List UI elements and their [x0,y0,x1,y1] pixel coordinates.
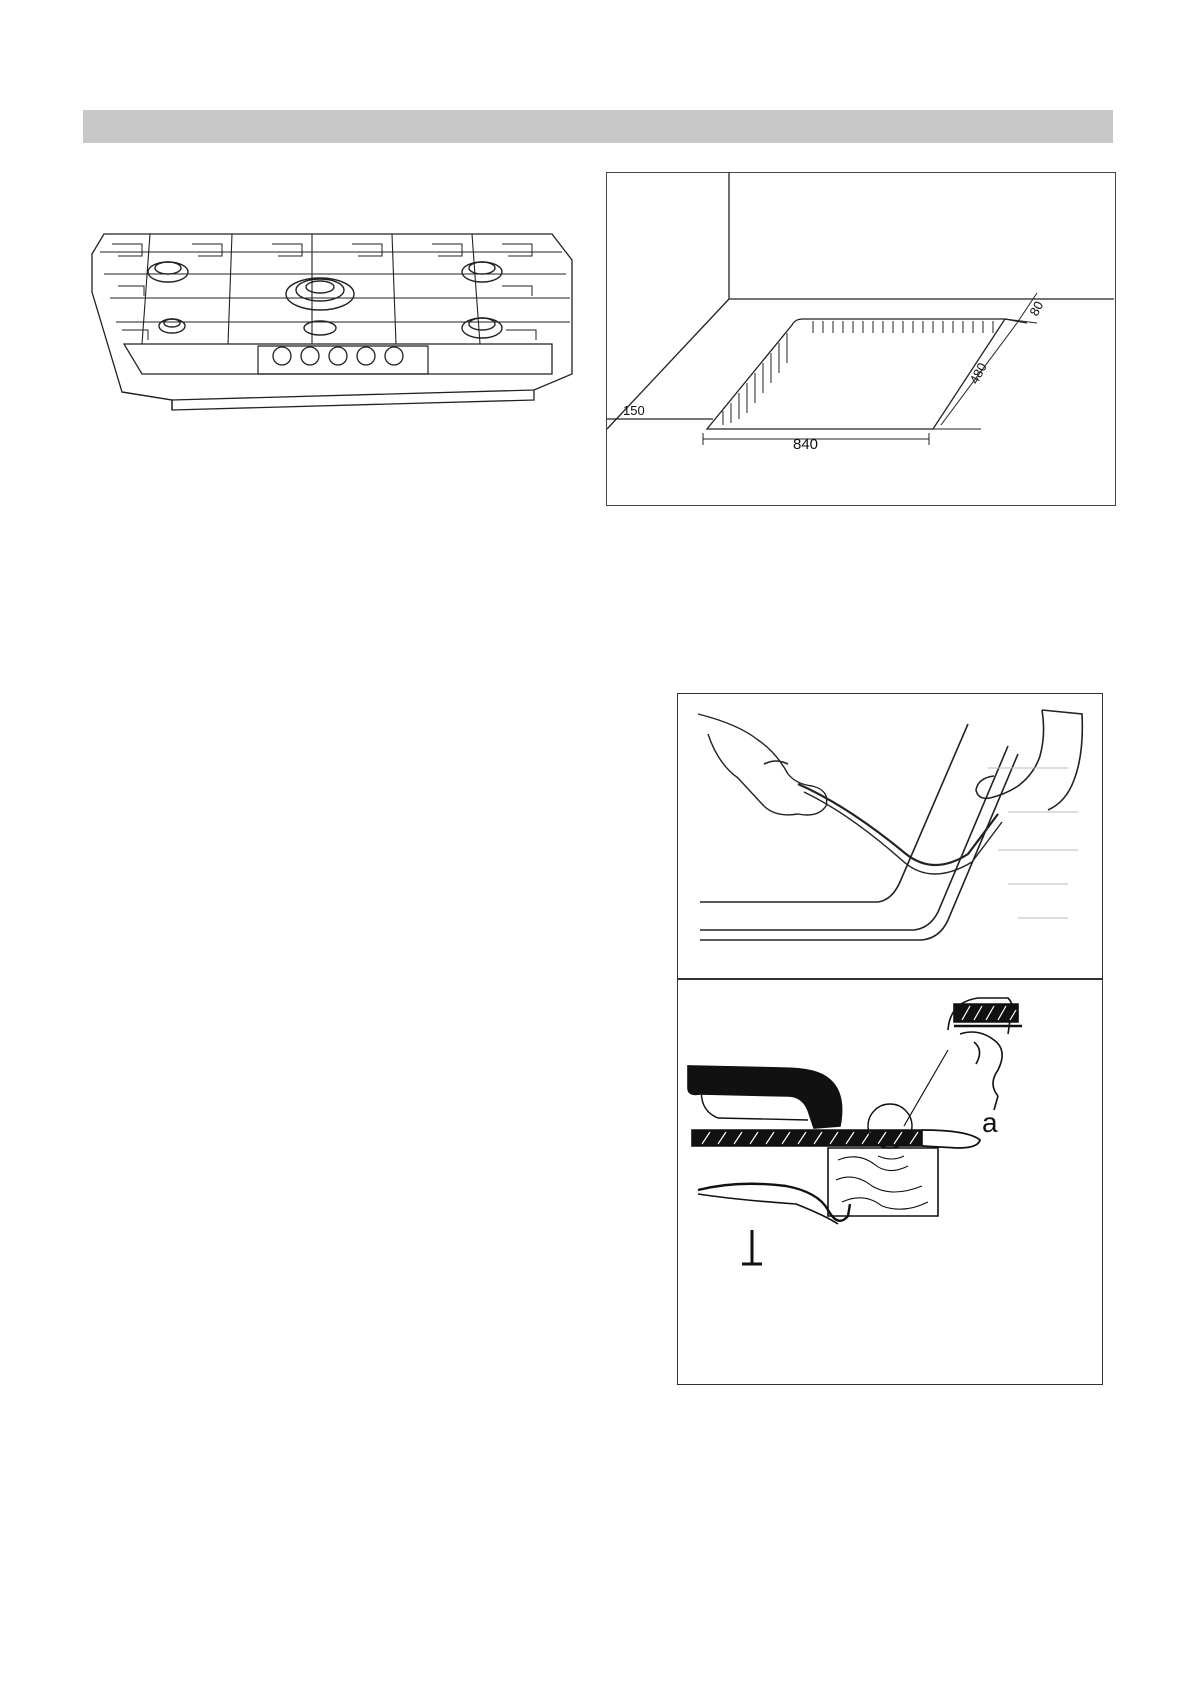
cutout-dimension-diagram [606,172,1116,506]
seal-application-illustration [677,693,1103,979]
dim-back-clearance: 80 [1026,298,1047,319]
section-header-bar [83,110,1113,143]
dim-depth: 480 [966,360,990,387]
clamp-cross-section-illustration [677,979,1103,1385]
dim-width: 840 [793,436,819,453]
dim-left-clearance: 150 [623,403,645,418]
gas-hob-illustration [82,232,578,428]
detail-label-a: a [982,1107,998,1138]
